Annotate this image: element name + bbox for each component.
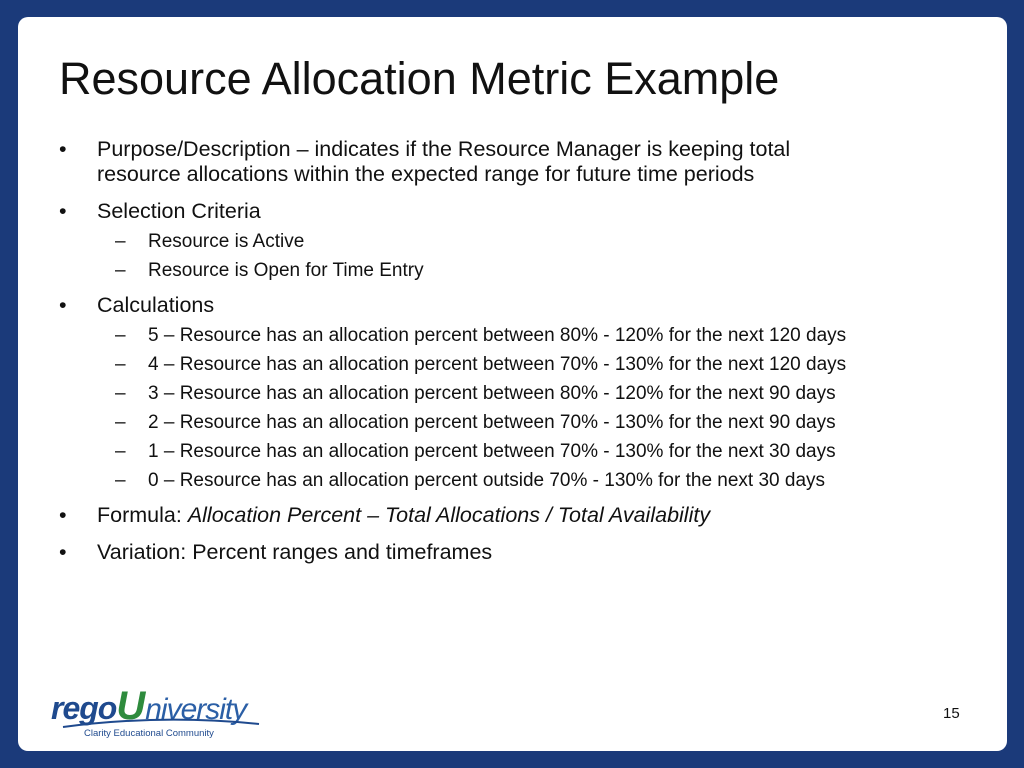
calculation-item [59, 437, 989, 466]
bullet-icon: • [59, 540, 67, 564]
logo-niversity-text: niversity [145, 693, 247, 726]
calculation-item-text: 2 – Resource has an allocation percent between 70% - 130% for the next 90 days [148, 412, 836, 433]
calculation-item-text: 4 – Resource has an allocation percent between 70% - 130% for the next 120 days [148, 354, 847, 375]
selection-item [59, 227, 989, 256]
dash-icon: – [115, 383, 126, 404]
bullet-icon: • [59, 199, 67, 223]
bullet-icon: • [59, 137, 67, 161]
bullet-icon: • [59, 293, 67, 317]
page-number: 15 [943, 705, 960, 722]
calculation-item [59, 321, 989, 350]
calculation-item-text: 3 – Resource has an allocation percent between 80% - 120% for the next 90 days [148, 383, 836, 404]
selection-criteria-label: Selection Criteria [97, 199, 261, 223]
slide [18, 17, 1007, 751]
calculation-item [59, 466, 989, 495]
selection-item [59, 256, 989, 285]
calculation-item [59, 379, 989, 408]
bullet-calculations [59, 293, 989, 318]
bullet-formula [59, 503, 989, 528]
bullet-purpose [59, 137, 989, 187]
purpose-line-1: Purpose/Description – indicates if the Resource Manager is keeping total [97, 137, 791, 161]
bullet-selection-criteria [59, 199, 989, 224]
rego-university-logo [51, 672, 261, 742]
purpose-line-2: resource allocations within the expected range for future time periods [97, 162, 755, 186]
logo-tagline: Clarity Educational Community [84, 728, 214, 739]
slide-content [59, 137, 989, 565]
selection-item-text: Resource is Open for Time Entry [148, 260, 424, 281]
calculation-item [59, 408, 989, 437]
calculation-item-text: 1 – Resource has an allocation percent between 70% - 130% for the next 30 days [148, 441, 836, 462]
bullet-variation [59, 540, 989, 565]
logo-rego-text: rego [51, 690, 117, 726]
dash-icon: – [115, 260, 126, 281]
slide-title: Resource Allocation Metric Example [59, 53, 780, 104]
formula-value: Allocation Percent – Total Allocations / Total Availability [187, 503, 711, 527]
logo-u-letter: U [116, 684, 146, 728]
dash-icon: – [115, 325, 126, 346]
calculation-item [59, 350, 989, 379]
calculations-label: Calculations [97, 293, 215, 317]
dash-icon: – [115, 470, 126, 491]
formula-label: Formula: [97, 503, 188, 527]
dash-icon: – [115, 412, 126, 433]
dash-icon: – [115, 231, 126, 252]
dash-icon: – [115, 441, 126, 462]
calculation-item-text: 0 – Resource has an allocation percent outside 70% - 130% for the next 30 days [148, 470, 826, 491]
selection-item-text: Resource is Active [148, 231, 305, 252]
calculation-item-text: 5 – Resource has an allocation percent between 80% - 120% for the next 120 days [148, 325, 847, 346]
bullet-icon: • [59, 503, 67, 527]
dash-icon: – [115, 354, 126, 375]
variation-text: Variation: Percent ranges and timeframes [97, 540, 493, 564]
